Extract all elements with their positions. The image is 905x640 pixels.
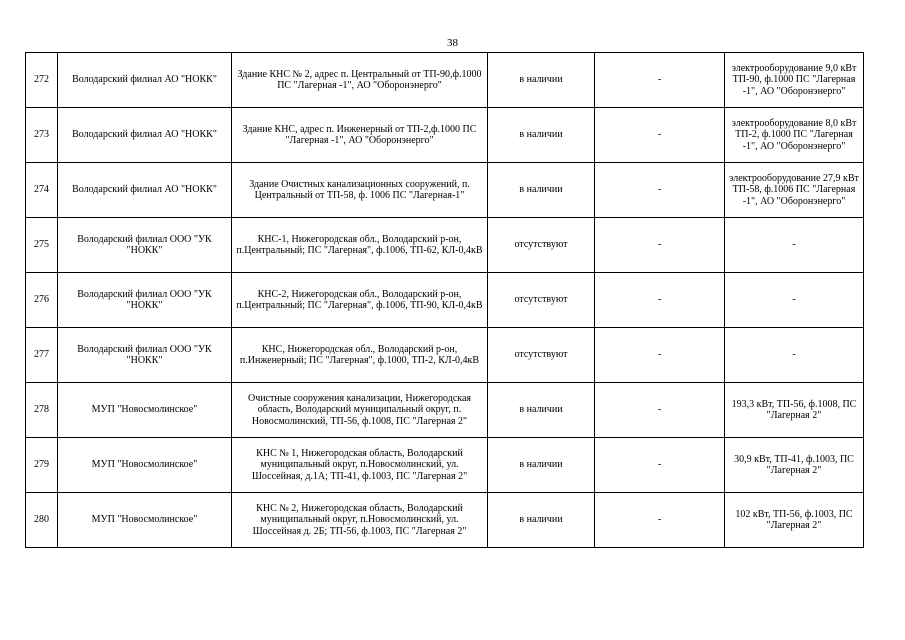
row-number-cell: 273 <box>26 108 58 163</box>
object-cell: КНС № 2, Нижегородская область, Володарский муниципальный округ, п.Новосмолинский, ул. Шоссейная д. 2Б; ТП-56, ф.1003, ПС "Лагерная 2" <box>232 493 488 548</box>
status-cell: в наличии <box>488 383 595 438</box>
column-5-cell: - <box>595 53 725 108</box>
object-cell: Здание КНС, адрес п. Инженерный от ТП-2,ф.1000 ПС "Лагерная -1", АО "Оборонэнерго" <box>232 108 488 163</box>
column-5-cell: - <box>595 383 725 438</box>
column-5-cell: - <box>595 438 725 493</box>
status-cell: отсутствуют <box>488 328 595 383</box>
column-5-cell: - <box>595 493 725 548</box>
organization-cell: Володарский филиал ООО "УК "НОКК" <box>58 273 232 328</box>
power-cell: 30,9 кВт, ТП-41, ф.1003, ПС "Лагерная 2" <box>725 438 864 493</box>
power-cell: электрооборудование 8,0 кВт ТП-2, ф.1000 ПС "Лагерная -1", АО "Оборонэнерго" <box>725 108 864 163</box>
object-cell: Здание Очистных канализационных сооружений, п. Центральный от ТП-58, ф. 1006 ПС "Лагерная-1" <box>232 163 488 218</box>
organization-cell: Володарский филиал АО "НОКК" <box>58 53 232 108</box>
table-row <box>26 53 864 108</box>
row-number-cell: 274 <box>26 163 58 218</box>
status-cell: в наличии <box>488 493 595 548</box>
organization-cell: Володарский филиал ООО "УК "НОКК" <box>58 218 232 273</box>
table-row <box>26 438 864 493</box>
organization-cell: Володарский филиал АО "НОКК" <box>58 108 232 163</box>
organization-cell: МУП "Новосмолинское" <box>58 493 232 548</box>
row-number-cell: 280 <box>26 493 58 548</box>
table-row <box>26 218 864 273</box>
column-5-cell: - <box>595 108 725 163</box>
row-number-cell: 279 <box>26 438 58 493</box>
table-row <box>26 383 864 438</box>
object-cell: КНС-2, Нижегородская обл., Володарский р-он, п.Центральный; ПС "Лагерная", ф.1006, ТП-90, КЛ-0,4кВ <box>232 273 488 328</box>
organization-cell: МУП "Новосмолинское" <box>58 438 232 493</box>
column-5-cell: - <box>595 273 725 328</box>
table-row <box>26 493 864 548</box>
power-cell: - <box>725 328 864 383</box>
status-cell: в наличии <box>488 438 595 493</box>
page-number: 38 <box>447 37 458 49</box>
data-table <box>25 52 864 548</box>
status-cell: в наличии <box>488 163 595 218</box>
power-cell: - <box>725 218 864 273</box>
power-cell: - <box>725 273 864 328</box>
column-5-cell: - <box>595 163 725 218</box>
row-number-cell: 272 <box>26 53 58 108</box>
object-cell: Здание КНС № 2, адрес п. Центральный от ТП-90,ф.1000 ПС "Лагерная -1", АО "Оборонэнерго" <box>232 53 488 108</box>
table-row <box>26 273 864 328</box>
power-cell: электрооборудование 9,0 кВт ТП-90, ф.1000 ПС "Лагерная -1", АО "Оборонэнерго" <box>725 53 864 108</box>
organization-cell: Володарский филиал ООО "УК "НОКК" <box>58 328 232 383</box>
object-cell: КНС № 1, Нижегородская область, Володарский муниципальный округ, п.Новосмолинский, ул. Шоссейная, д.1А; ТП-41, ф.1003, ПС "Лагерная 2" <box>232 438 488 493</box>
status-cell: отсутствуют <box>488 273 595 328</box>
table-row <box>26 328 864 383</box>
organization-cell: Володарский филиал АО "НОКК" <box>58 163 232 218</box>
row-number-cell: 275 <box>26 218 58 273</box>
object-cell: КНС-1, Нижегородская обл., Володарский р-он, п.Центральный; ПС "Лагерная", ф.1006, ТП-62, КЛ-0,4кВ <box>232 218 488 273</box>
column-5-cell: - <box>595 218 725 273</box>
organization-cell: МУП "Новосмолинское" <box>58 383 232 438</box>
row-number-cell: 278 <box>26 383 58 438</box>
power-cell: 193,3 кВт, ТП-56, ф.1008, ПС "Лагерная 2" <box>725 383 864 438</box>
object-cell: Очистные сооружения канализации, Нижегородская область, Володарский муниципальный округ, п. Новосмолинский, ТП-56, ф.1008, ПС "Лагерная 2" <box>232 383 488 438</box>
table-row <box>26 163 864 218</box>
status-cell: в наличии <box>488 53 595 108</box>
status-cell: в наличии <box>488 108 595 163</box>
power-cell: электрооборудование 27,9 кВт ТП-58, ф.1006 ПС "Лагерная -1", АО "Оборонэнерго" <box>725 163 864 218</box>
status-cell: отсутствуют <box>488 218 595 273</box>
object-cell: КНС, Нижегородская обл., Володарский р-он, п.Инженерный; ПС "Лагерная", ф.1000, ТП-2, КЛ-0,4кВ <box>232 328 488 383</box>
table-body <box>26 53 864 548</box>
power-cell: 102 кВт, ТП-56, ф.1003, ПС "Лагерная 2" <box>725 493 864 548</box>
column-5-cell: - <box>595 328 725 383</box>
row-number-cell: 277 <box>26 328 58 383</box>
table-row <box>26 108 864 163</box>
row-number-cell: 276 <box>26 273 58 328</box>
